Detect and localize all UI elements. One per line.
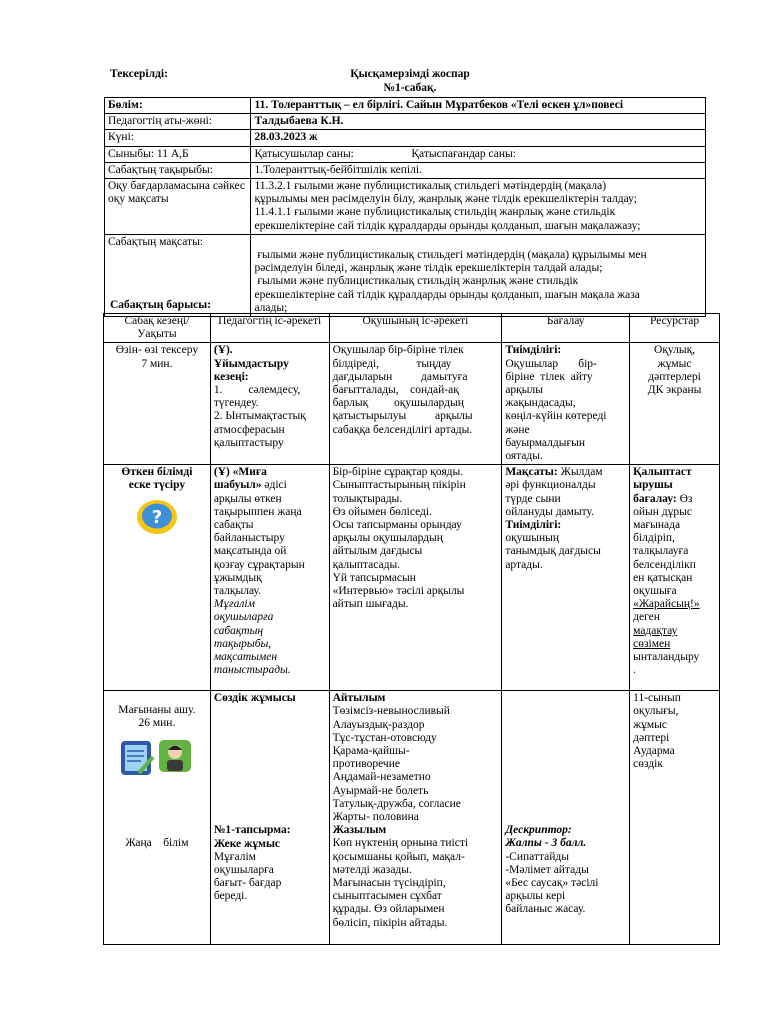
goal-label: Сабақтың мақсаты: [105, 234, 251, 316]
goal-line: ғылыми және публицистикалық стильдегі мәтіндердің (мақала) құрылымы мен [254, 249, 647, 262]
assessment-goal-label: Мақсаты: [505, 466, 558, 479]
student-line: сабаққа белсенділігі артады. [332, 423, 473, 436]
writing-line: Көп нүктенің орнына тиісті [332, 837, 469, 850]
assessment-line: көңіл-күйін көтереді [505, 410, 607, 423]
stage-text: Өзін- өзі тексеру [115, 344, 199, 357]
student-line: арқылы оқушылардың [332, 532, 443, 545]
resource-line: талқылауға [633, 545, 689, 558]
teacher-line: 2. Ынтымақтастық [213, 410, 306, 423]
writing-line: бөлісіп, пікірін айтады. [332, 916, 448, 929]
student-line: Үй тапсырмасын [332, 571, 416, 584]
resource-line: ДК экраны [647, 384, 702, 397]
teacher-line: түгендеу. [213, 397, 259, 410]
teacher-note-line: мақсатымен [213, 651, 278, 664]
resource-line: дәптері [633, 731, 670, 744]
assessment-line: артады. [505, 558, 543, 571]
lesson-info-table [104, 97, 706, 317]
student-line: «Интервью» тәсілі арқылы [332, 585, 465, 598]
student-line: дағдыларын дамытуға [332, 370, 468, 383]
info-value: Қатысушылар саны: Қатыспағандар саны: [251, 146, 706, 162]
assessment-cell [502, 465, 630, 691]
lesson-number: №1-сабақ. [383, 82, 437, 94]
info-label: Сыныбы: 11 А,Б [105, 146, 251, 162]
student-line: барлық оқушылардың [332, 397, 464, 410]
info-row [105, 130, 706, 146]
info-value: 1.Толеранттық-бейбітшілік кепілі. [251, 162, 706, 178]
vocab-item: Қарама-қайшы- [332, 745, 410, 758]
teacher-line: оқушыларға [213, 864, 274, 877]
teacher-line: Ұйымдастыру [213, 357, 289, 370]
assessment-line: әрі функционалды [505, 479, 596, 492]
column-header-assessment: Бағалау [502, 314, 630, 343]
objective-line: 11.3.2.1 ғылыми және публицистикалық стильдегі мәтіндердің (мақала) [254, 180, 607, 193]
table-row [104, 691, 720, 945]
assessment-line: біріне тілек айту [505, 370, 593, 383]
resource-line: ойын дұрыс [633, 505, 692, 518]
descriptor-item: байланыс жасау. [505, 903, 586, 916]
info-value: 11. Толеранттық – ел бірлігі. Сайын Мұратбеков «Телі өскен ұл»повесі [251, 98, 706, 114]
teacher-cell [210, 465, 329, 691]
vocab-item: Ауырмай-не болеть [332, 784, 429, 797]
teacher-line: береді. [213, 890, 248, 903]
student-line: Өз ойымен бөліседі. [332, 505, 432, 518]
info-row [105, 114, 706, 130]
descriptor-item: -Мәлімет айтады [505, 863, 589, 876]
resource-praise: «Жарайсың!» [633, 598, 700, 611]
resource-line: 11-сынып [633, 692, 681, 705]
resource-line: сөздік [633, 758, 663, 771]
goal-line: рәсімделуін біледі, жанрлық және тілдік ерекшеліктерін талдай алады; [254, 262, 603, 275]
question-bubble-icon [135, 497, 179, 537]
teacher-line: қозғау сұрақтарын [213, 558, 305, 571]
column-header-student: Оқушының іс-әрекеті [329, 314, 502, 343]
objectives-text [251, 179, 706, 235]
teacher-line: ұжымдық [213, 571, 262, 584]
column-header-resources: Ресурстар [630, 314, 720, 343]
stage-cell [104, 465, 211, 691]
assessment-line: Оқушылар бір- [505, 357, 597, 370]
resource-line: білдіріп, [633, 532, 675, 545]
resource-line: жұмыс [633, 718, 667, 731]
resource-line: жұмыс [657, 357, 692, 370]
objectives-row [105, 179, 706, 235]
vocab-item: Аңдамай-незаметно [332, 771, 431, 784]
teacher-line: Мұғалім [213, 850, 256, 863]
teacher-line: мақсатында ой [213, 545, 287, 558]
writing-line: сыныптасымен сұхбат [332, 890, 442, 903]
teacher-note-line: оқушыларға [213, 611, 274, 624]
goal-line: алады; [254, 301, 288, 314]
resource-line: . [633, 664, 636, 677]
assessment-line: арқылы [505, 384, 543, 397]
assessment-cell [502, 343, 630, 465]
resource-cell [630, 343, 720, 465]
teacher-note-line: сабақтың [213, 624, 264, 637]
stage-text: Жаңа білім [125, 836, 189, 849]
resource-line: ен қатысқан [633, 571, 693, 584]
info-row [105, 162, 706, 178]
teacher-line: әдісі [261, 479, 287, 492]
svg-text:?: ? [151, 506, 163, 528]
progress-title: Сабақтың барысы: [110, 299, 212, 311]
table-row [104, 343, 720, 465]
method-label: (Ұ) «Миға [213, 466, 267, 479]
column-header-stage: Сабақ кезеңі/Уақыты [104, 314, 211, 343]
teacher-line: арқылы өткен [213, 492, 282, 505]
assessment-line: және [505, 423, 530, 436]
info-label: Педагогтің аты-жөні: [105, 114, 251, 130]
writing-line: қосымшаны қойып, мақал- [332, 850, 465, 863]
vocab-item: Жарты- половина [332, 811, 419, 824]
student-line: айтылым дағдысы [332, 545, 423, 558]
resource-line: ынталандыру [633, 651, 700, 664]
stage-text: Өткен білімді [121, 466, 193, 479]
stage-cell [104, 343, 211, 465]
vocab-item: Татулық-дружба, согласие [332, 797, 461, 810]
teacher-cell [210, 343, 329, 465]
resource-head: ырушы [633, 479, 673, 492]
assessment-line: танымдық дағдысы [505, 545, 601, 558]
vocab-item: Төзімсіз-невыносливый [332, 705, 450, 718]
student-line: толықтырады. [332, 492, 403, 505]
student-cell [329, 465, 502, 691]
objective-line: ерекшеліктеріне сай тілдік құралдарды орынды қолданып, шағын мақалажазу; [254, 219, 641, 232]
teacher-line: атмосферасын [213, 423, 285, 436]
writing-head: Жазылым [332, 824, 387, 837]
descriptor-label: Дескриптор: [505, 824, 572, 837]
teacher-line: (Ұ). [213, 344, 233, 357]
assessment-line: ойлануды дамыту. [505, 505, 594, 518]
vocab-item: противоречие [332, 758, 400, 771]
teacher-line: байланыстыру [213, 532, 285, 545]
student-line: Оқушылар бір-біріне тілек [332, 344, 464, 357]
teacher-note-line: Мұғалім [213, 598, 255, 611]
resource-head: бағалау: [633, 492, 677, 505]
teacher-line: бағыт- бағдар [213, 877, 282, 890]
assessment-line: оятады. [505, 450, 543, 463]
resource-line: Оқулық, [654, 344, 696, 357]
resource-line: оқулығы, [633, 705, 679, 718]
teacher-line: қалыптастыру [213, 436, 284, 449]
info-row [105, 98, 706, 114]
descriptor-item: «Бес саусақ» тәсілі [505, 877, 599, 890]
descriptor-item: -Сипаттайды [505, 850, 569, 863]
resource-line: дәптерлері [648, 370, 701, 383]
resource-line: белсенділікп [633, 558, 696, 571]
objective-line: құрылымы мен рәсімделуін білу, жанрлық және тілдік ерекшеліктерін талдау; [254, 193, 637, 206]
assessment-line: жақындасады, [505, 397, 576, 410]
resource-line: мадақтау [633, 624, 678, 637]
vocab-item: Алауыздық-раздор [332, 718, 425, 731]
resource-line: оқушыға [633, 585, 677, 598]
teacher-line: талқылау. [213, 585, 261, 598]
teacher-note-line: тақырыбы, [213, 637, 272, 650]
resource-cell [630, 465, 720, 691]
stage-time: 26 мин. [138, 717, 176, 730]
assessment-effect-label: Тиімділігі: [505, 519, 562, 532]
teacher-head: Сөздік жұмысы [213, 692, 296, 705]
student-cell [329, 691, 502, 945]
student-line: Бір-біріне сұрақтар қояды. [332, 466, 464, 479]
task-title: №1-тапсырма: [213, 824, 291, 837]
student-line: Сыныптастырының пікірін [332, 479, 466, 492]
info-label: Сабақтың тақырыбы: [105, 162, 251, 178]
column-header-teacher: Педагогтің іс-әрекеті [210, 314, 329, 343]
assessment-line: бауырмалдығын [505, 436, 586, 449]
writing-line: мәтелді жазады. [332, 863, 412, 876]
student-line: қалыптасады. [332, 558, 401, 571]
descriptor-score: Жалпы - 3 балл. [505, 837, 587, 850]
table-row [104, 465, 720, 691]
assessment-line: Тиімділігі: [505, 344, 562, 357]
method-name: шабуыл» [213, 479, 262, 492]
task-type: Жеке жұмыс [213, 837, 281, 850]
teacher-line: 1. сәлемдесу, [213, 384, 301, 397]
resource-cell [630, 691, 720, 945]
resource-head: Қалыптаст [633, 466, 692, 479]
resource-line: сөзімен [633, 637, 671, 650]
vocab-item: Тұс-тұстан-отовсюду [332, 731, 437, 744]
goal-line: ерекшеліктеріне сай тілдік құралдарды орынды қолданып, шағын мақала жаза [254, 288, 640, 301]
info-row [105, 146, 706, 162]
resource-line: Өз [676, 492, 693, 505]
writing-line: құрады. Өз ойларымен [332, 903, 445, 916]
student-line: Осы тапсырманы орындау [332, 519, 462, 532]
descriptor-item: арқылы кері [505, 890, 566, 903]
student-line: қатыстырылуы арқылы [332, 410, 473, 423]
objectives-label: Оқу бағдарламасына сәйкес оқу мақсаты [105, 179, 251, 235]
table-header-row [104, 314, 720, 343]
teacher-line: кезеңі: [213, 370, 249, 383]
tablet-pen-icon [117, 737, 197, 779]
teacher-cell [210, 691, 329, 945]
student-line: білдіреді, тыңдау [332, 357, 452, 370]
goal-text [251, 234, 706, 316]
teacher-line: тақырыппен жаңа [213, 505, 302, 518]
info-value: 28.03.2023 ж [251, 130, 706, 146]
resource-line: мағынада [633, 519, 681, 532]
goal-line: ғылыми және публицистикалық стильдің жанрлық және стильдік [254, 275, 579, 288]
info-value: Талдыбаева К.Н. [251, 114, 706, 130]
teacher-note-line: таныстырады. [213, 664, 291, 677]
info-label: Бөлім: [105, 98, 251, 114]
student-line: бағытталады, сондай-ақ [332, 384, 459, 397]
resource-line: деген [633, 611, 660, 624]
plan-title: Қысқамерзімді жоспар [350, 68, 470, 80]
assessment-line: оқушының [505, 532, 560, 545]
stage-cell [104, 691, 211, 945]
student-cell [329, 343, 502, 465]
resource-line: Аударма [633, 745, 675, 758]
checked-label: Тексерілді: [110, 68, 168, 80]
writing-line: Мағынасын түсіндіріп, [332, 877, 446, 890]
speaking-head: Айтылым [332, 692, 386, 705]
teacher-line: сабақты [213, 519, 254, 532]
student-line: айтып шығады. [332, 598, 409, 611]
lesson-progress-table [103, 313, 720, 945]
objective-line: 11.4.1.1 ғылыми және публицистикалық стильдің жанрлық және стильдік [254, 206, 616, 219]
assessment-line: түрде сыни [505, 492, 561, 505]
assessment-cell [502, 691, 630, 945]
stage-text: еске түсіру [128, 479, 186, 492]
stage-text: Мағынаны ашу. [118, 704, 196, 717]
stage-time: 7 мин. [141, 357, 173, 370]
assessment-line: Жылдам [557, 466, 603, 479]
info-label: Күні: [105, 130, 251, 146]
